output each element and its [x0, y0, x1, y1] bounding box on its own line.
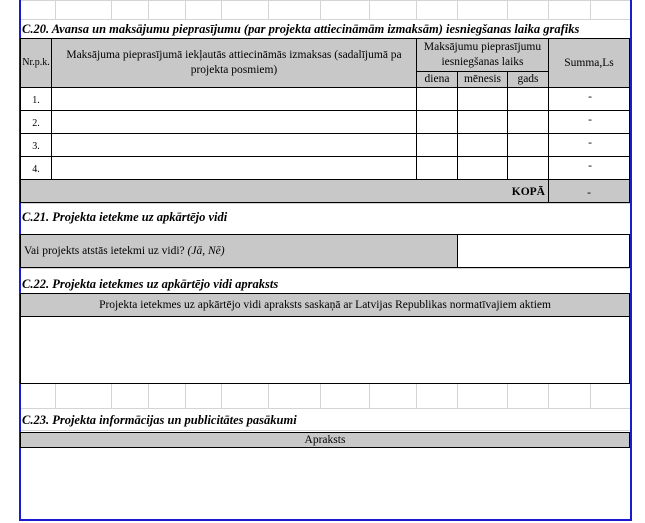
desc-input[interactable] — [51, 87, 417, 111]
col-header-timing — [416, 38, 549, 72]
month-input[interactable] — [457, 156, 508, 180]
sum-cell[interactable] — [548, 156, 630, 180]
row-nr: 1. — [32, 95, 40, 106]
col-header-desc — [51, 38, 417, 88]
publicity-description-header — [20, 432, 630, 448]
section-c22-title: C.22. Projekta ietekmes uz apkārtējo vidi apraksts — [22, 277, 279, 291]
year-input[interactable] — [507, 87, 549, 111]
row-sum: - — [588, 91, 592, 103]
sum-cell[interactable] — [548, 87, 630, 111]
publicity-description-textarea[interactable] — [20, 447, 630, 521]
row-nr-cell — [20, 87, 52, 111]
desc-input[interactable] — [51, 156, 417, 180]
row-nr: 2. — [32, 118, 40, 129]
total-value: - — [587, 187, 591, 199]
col-header-month-label: mēnesis — [463, 73, 502, 85]
year-input[interactable] — [507, 156, 549, 180]
environment-question-hint: (Jā, Nē) — [187, 245, 225, 257]
col-header-day-label: diena — [424, 73, 450, 85]
row-nr: 3. — [32, 141, 40, 152]
environment-answer-input[interactable] — [457, 234, 630, 268]
month-input[interactable] — [457, 133, 508, 157]
col-header-desc-label: Maksājuma pieprasījumā iekļautās attiecināmās izmaksas (sadalījumā pa projekta posmiem) — [66, 49, 402, 76]
col-header-sum-label: Summa,Ls — [564, 56, 614, 69]
col-header-sum — [548, 38, 630, 88]
row-nr: 4. — [32, 164, 40, 175]
year-input[interactable] — [507, 110, 549, 134]
day-input[interactable] — [416, 87, 458, 111]
environment-question — [20, 234, 458, 268]
environment-description-header-label: Projekta ietekmes uz apkārtējo vidi apraksts saskaņā ar Latvijas Republikas normatīvajiem aktiem — [99, 298, 551, 311]
environment-description-textarea[interactable] — [20, 316, 630, 384]
row-nr-cell — [20, 110, 52, 134]
environment-question-text: Vai projekts atstās ietekmi uz vidi? — [24, 245, 185, 257]
desc-input[interactable] — [51, 133, 417, 157]
row-sum: - — [588, 114, 592, 126]
sum-cell[interactable] — [548, 133, 630, 157]
section-c20-title: C.20. Avansa un maksājumu pieprasījumu (par projekta attiecināmām izmaksām) iesniegšanas laika grafiks — [22, 22, 580, 36]
col-header-nr-label: Nr.p.k. — [22, 57, 50, 68]
environment-description-header — [20, 293, 630, 317]
total-label: KOPĀ — [511, 186, 545, 198]
col-header-timing-label: Maksājumu pieprasījumu iesniegšanas laiks — [423, 41, 542, 68]
total-value-cell — [548, 179, 630, 203]
col-header-month — [457, 71, 508, 88]
col-header-nr — [20, 38, 52, 88]
day-input[interactable] — [416, 133, 458, 157]
row-nr-cell — [20, 156, 52, 180]
sum-cell[interactable] — [548, 110, 630, 134]
col-header-year-label: gads — [517, 73, 539, 85]
row-nr-cell — [20, 133, 52, 157]
month-input[interactable] — [457, 87, 508, 111]
total-label-cell — [20, 179, 549, 203]
row-sum: - — [588, 137, 592, 149]
section-c21-title: C.21. Projekta ietekme uz apkārtējo vidi — [22, 210, 228, 224]
desc-input[interactable] — [51, 110, 417, 134]
day-input[interactable] — [416, 110, 458, 134]
month-input[interactable] — [457, 110, 508, 134]
section-c23-title: C.23. Projekta informācijas un publicitātes pasākumi — [22, 413, 297, 427]
col-header-day — [416, 71, 458, 88]
publicity-description-header-label: Apraksts — [304, 433, 346, 446]
row-sum: - — [588, 160, 592, 172]
day-input[interactable] — [416, 156, 458, 180]
year-input[interactable] — [507, 133, 549, 157]
col-header-year — [507, 71, 549, 88]
